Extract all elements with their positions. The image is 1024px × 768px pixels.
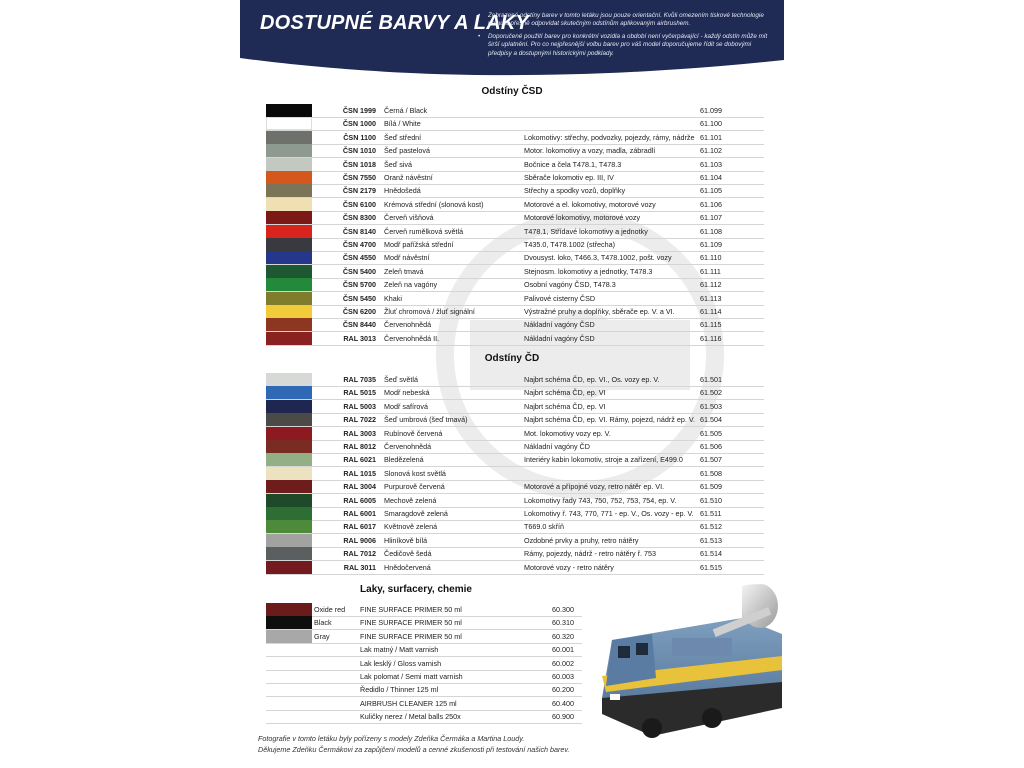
- product-number: 60.002: [552, 658, 574, 668]
- color-swatch: [266, 318, 312, 331]
- color-usage: Motorové lokomotivy, motorové vozy: [524, 213, 641, 223]
- color-code: ČSN 1018: [342, 159, 376, 169]
- varnish-row: [266, 697, 582, 711]
- table-row: [266, 198, 764, 212]
- note-item: • Doporučené použití barev pro konkrétní vozidla a období není vyčerpávající - každý odstín může mít širší uplatnění. Pro co nejpřesnější volbu barev pro váš model doporučujeme řídit se dobovými předpisy a dostupnými historickými podklady.: [488, 33, 774, 58]
- color-code: RAL 5015: [343, 388, 376, 398]
- table-row: [266, 332, 764, 346]
- color-name: Červeň višňová: [384, 213, 434, 223]
- color-usage: Stejnosm. lokomotivy a jednotky, T478.3: [524, 266, 653, 276]
- product-number: 61.108: [700, 226, 722, 236]
- color-code: RAL 5003: [343, 401, 376, 411]
- table-row: [266, 386, 764, 400]
- color-swatch: [266, 265, 312, 278]
- varnish-row: [266, 643, 582, 657]
- color-usage: Motor. lokomotivy a vozy, madla, zábradlí: [524, 146, 656, 156]
- color-swatch: [266, 520, 312, 533]
- color-usage: Lokomotivy: střechy, podvozky, pojezdy, rámy, nádrže: [524, 132, 695, 142]
- table-row: [266, 494, 764, 508]
- product-number: 60.003: [552, 672, 574, 681]
- product-number: 61.504: [700, 415, 722, 425]
- page-title: DOSTUPNÉ BARVY A LAKY: [260, 12, 530, 34]
- product-name: AIRBRUSH CLEANER 125 ml: [360, 698, 457, 708]
- color-swatch: [266, 144, 312, 157]
- product-name: FINE SURFACE PRIMER 50 ml: [360, 618, 462, 628]
- footer-line: Děkujeme Zdeňku Čermákovi za zapůjčení modelů a cenné zkušenosti při testování našich barev.: [258, 745, 570, 754]
- varnish-row: [266, 670, 582, 684]
- table-row: [266, 131, 764, 145]
- color-swatch: [266, 413, 312, 426]
- color-name: Hnědošedá: [384, 186, 421, 196]
- product-name: Ředidlo / Thinner 125 ml: [360, 685, 439, 695]
- color-usage: Ozdobné prvky a pruhy, retro nátěry: [524, 535, 639, 545]
- product-number: 61.114: [700, 307, 722, 316]
- table-row: [266, 547, 764, 561]
- product-number: 61.509: [700, 482, 722, 492]
- color-name: Šeď umbrová (šeď tmavá): [384, 415, 468, 425]
- product-number: 61.506: [700, 442, 722, 451]
- color-name: Šeď sivá: [384, 159, 412, 169]
- product-number: 61.104: [700, 173, 722, 182]
- color-swatch: [266, 104, 312, 117]
- product-number: 61.116: [700, 333, 722, 343]
- product-number: 60.200: [552, 685, 574, 695]
- color-swatch: [266, 117, 312, 130]
- color-name: Purpurově červená: [384, 482, 445, 492]
- color-usage: Dvousyst. loko, T466.3, T478.1002, pošt. vozy: [524, 253, 672, 263]
- color-name: Šeď světlá: [384, 375, 418, 384]
- color-usage: Nákladní vagóny ČD: [524, 442, 590, 451]
- color-swatch: [266, 198, 312, 211]
- table-row: [266, 292, 764, 306]
- color-code: RAL 9006: [343, 535, 376, 545]
- color-name: Modř nebeská: [384, 388, 430, 398]
- color-usage: T669.0 skříň: [524, 522, 564, 532]
- color-code: ČSN 8300: [342, 213, 376, 223]
- color-swatch: [266, 710, 312, 723]
- product-name: Lak matný / Matt varnish: [360, 645, 439, 655]
- color-name: Červeň rumělková světlá: [384, 226, 464, 236]
- color-swatch: [266, 616, 312, 629]
- color-swatch: [266, 292, 312, 305]
- product-number: 61.102: [700, 146, 722, 156]
- product-number: 61.512: [700, 522, 722, 532]
- color-name: Modř pařížská střední: [384, 240, 454, 249]
- primer-color-label: Gray: [314, 631, 330, 641]
- varnish-row: [266, 603, 582, 617]
- color-code: RAL 3003: [343, 428, 376, 438]
- varnish-row: [266, 657, 582, 671]
- varnish-row: [266, 616, 582, 630]
- color-code: ČSN 4550: [342, 253, 376, 263]
- table-row: [266, 453, 764, 467]
- primer-color-label: Black: [314, 618, 332, 628]
- section-title-cd: Odstíny ČD: [484, 353, 540, 364]
- color-code: RAL 3013: [343, 333, 376, 343]
- color-swatch: [266, 467, 312, 480]
- color-name: Čedičově šedá: [384, 549, 432, 559]
- table-row: [266, 318, 764, 332]
- color-swatch: [266, 507, 312, 520]
- product-number: 61.112: [700, 280, 722, 290]
- product-number: 61.505: [700, 428, 722, 438]
- color-code: ČSN 1999: [342, 106, 376, 115]
- product-number: 61.105: [700, 186, 722, 196]
- color-usage: Sběrače lokomotiv ep. III, IV: [524, 173, 614, 182]
- product-name: Kuličky nerez / Metal balls 250x: [360, 712, 461, 722]
- color-code: RAL 6001: [343, 509, 376, 518]
- product-number: 61.100: [700, 119, 722, 129]
- table-row: [266, 144, 764, 158]
- table-row: [266, 561, 764, 575]
- color-swatch: [266, 400, 312, 413]
- color-usage: Nákladní vagóny ČSD: [524, 333, 595, 343]
- table-row: [266, 427, 764, 441]
- color-code: ČSN 1000: [342, 119, 376, 129]
- table-row: [266, 534, 764, 548]
- product-number: 61.103: [700, 159, 722, 169]
- color-usage: T435.0, T478.1002 (střecha): [524, 240, 615, 249]
- color-usage: Motorové vozy - retro nátěry: [524, 562, 614, 572]
- table-row: [266, 251, 764, 265]
- color-swatch: [266, 373, 312, 386]
- color-swatch: [266, 184, 312, 197]
- color-name: Rubínově červená: [384, 428, 443, 438]
- section-title-varnish: Laky, surfacery, chemie: [360, 584, 472, 595]
- color-swatch: [266, 683, 312, 696]
- color-swatch: [266, 171, 312, 184]
- footer-credits: [258, 733, 570, 755]
- product-number: 61.507: [700, 455, 722, 465]
- color-usage: Osobní vagóny ČSD, T478.3: [524, 280, 616, 290]
- color-usage: Najbrt schéma ČD, ep. VI. Rámy, pojezd, nádrž ep. V.: [524, 415, 695, 425]
- color-name: Červenohnědá II.: [384, 333, 440, 343]
- product-number: 61.107: [700, 213, 722, 223]
- table-row: [266, 520, 764, 534]
- color-usage: Najbrt schéma ČD, ep. VI., Os. vozy ep. V.: [524, 375, 660, 384]
- color-swatch: [266, 332, 312, 345]
- color-code: RAL 8012: [343, 442, 376, 451]
- product-name: FINE SURFACE PRIMER 50 ml: [360, 631, 462, 641]
- table-row: [266, 158, 764, 172]
- product-number: 61.106: [700, 199, 722, 209]
- table-row: [266, 184, 764, 198]
- table-row: [266, 507, 764, 521]
- color-code: RAL 1015: [343, 468, 376, 478]
- product-number: 61.510: [700, 495, 722, 505]
- color-name: Zeleň tmavá: [384, 266, 424, 276]
- footer-line: Fotografie v tomto letáku byly pořízeny s modely Zdeňka Čermáka a Martina Loudy.: [258, 734, 525, 743]
- color-code: ČSN 1100: [343, 132, 376, 142]
- product-number: 61.113: [700, 293, 722, 303]
- color-swatch: [266, 480, 312, 493]
- color-swatch: [266, 657, 312, 670]
- product-number: 60.300: [552, 605, 574, 614]
- color-name: Květnově zelená: [384, 522, 438, 532]
- color-swatch: [266, 305, 312, 318]
- color-name: Modř návěstní: [384, 253, 430, 263]
- product-name: FINE SURFACE PRIMER 50 ml: [360, 605, 462, 614]
- table-row: [266, 171, 764, 185]
- table-row: [266, 400, 764, 414]
- color-code: ČSN 5700: [342, 280, 376, 290]
- table-row: [266, 413, 764, 427]
- color-code: RAL 6017: [343, 522, 376, 532]
- color-swatch: [266, 453, 312, 466]
- color-name: Červenohnědá: [384, 320, 432, 330]
- color-name: Žluť chromová / žluť signální: [384, 307, 475, 316]
- product-number: 61.115: [700, 320, 722, 330]
- product-number: 60.320: [552, 631, 574, 641]
- color-swatch: [266, 697, 312, 710]
- product-number: 60.001: [552, 645, 574, 655]
- table-row: [266, 104, 764, 118]
- color-swatch: [266, 225, 312, 238]
- color-name: Zeleň na vagóny: [384, 280, 438, 290]
- color-name: Slonová kost světlá: [384, 468, 446, 478]
- table-row: [266, 225, 764, 239]
- color-code: ČSN 6100: [342, 199, 376, 209]
- color-swatch: [266, 670, 312, 683]
- varnish-row: [266, 630, 582, 644]
- color-name: Bílá / White: [384, 119, 421, 129]
- color-name: Krémová střední (slonová kost): [384, 199, 484, 209]
- locomotive-airbrush-photo: [592, 578, 784, 750]
- flyer-page: [240, 0, 784, 768]
- product-number: 61.511: [700, 509, 722, 518]
- color-usage: T478.1, Střídavé lokomotivy a jednotky: [524, 226, 648, 236]
- note-item: • Zobrazené odstíny barev v tomto letáku jsou pouze orientační. Kvůli omezením tiskové technologie nemusí přesně odpovídat skutečným odstínům aplikovaným airbrushem.: [488, 12, 774, 29]
- product-number: 61.502: [700, 388, 722, 398]
- color-swatch: [266, 547, 312, 560]
- product-number: 61.501: [700, 375, 722, 384]
- color-swatch: [266, 427, 312, 440]
- color-code: ČSN 4700: [342, 240, 376, 249]
- color-name: Šeď pastelová: [384, 146, 430, 156]
- table-row: [266, 278, 764, 292]
- color-name: Šeď střední: [384, 132, 422, 142]
- color-usage: Bočnice a čela T478.1, T478.3: [524, 159, 622, 169]
- color-usage: Nákladní vagóny ČSD: [524, 320, 595, 330]
- color-swatch: [266, 534, 312, 547]
- color-code: RAL 6021: [343, 455, 376, 465]
- section-title-csd: Odstíny ČSD: [481, 86, 543, 97]
- color-code: RAL 7012: [343, 549, 376, 559]
- color-name: Červenohnědá: [384, 442, 432, 451]
- table-row: [266, 467, 764, 481]
- color-usage: Mot. lokomotivy vozy ep. V.: [524, 428, 611, 438]
- table-row: [266, 440, 764, 454]
- color-swatch: [266, 630, 312, 643]
- product-number: 61.513: [700, 535, 722, 545]
- header-banner: [240, 0, 784, 78]
- color-name: Bledězelená: [384, 455, 424, 465]
- product-number: 61.099: [700, 106, 722, 115]
- table-row: [266, 305, 764, 319]
- color-swatch: [266, 131, 312, 144]
- color-code: ČSN 2179: [342, 186, 376, 196]
- color-code: ČSN 6200: [342, 307, 376, 316]
- color-code: RAL 7035: [343, 375, 376, 384]
- table-row: [266, 211, 764, 225]
- color-name: Khaki: [384, 293, 402, 303]
- color-swatch: [266, 238, 312, 251]
- product-number: 61.110: [700, 253, 722, 263]
- primer-color-label: Oxide red: [314, 605, 346, 614]
- color-code: RAL 7022: [343, 415, 376, 425]
- color-code: RAL 3004: [343, 482, 376, 492]
- color-usage: Motorové a el. lokomotivy, motorové vozy: [524, 199, 656, 209]
- varnish-row: [266, 710, 582, 724]
- color-code: RAL 3011: [343, 562, 376, 572]
- color-name: Černá / Black: [384, 106, 428, 115]
- color-usage: Rámy, pojezdy, nádrž - retro nátěry ř. 753: [524, 549, 656, 559]
- color-code: ČSN 7550: [342, 173, 376, 182]
- color-usage: Palivové cisterny ČSD: [524, 293, 596, 303]
- color-code: ČSN 5450: [342, 293, 376, 303]
- color-name: Mechově zelená: [384, 495, 437, 505]
- color-swatch: [266, 440, 312, 453]
- color-usage: Lokomotivy ř. 743, 770, 771 - ep. V., Os. vozy - ep. V.: [524, 509, 694, 518]
- color-swatch: [266, 494, 312, 507]
- product-number: 61.101: [700, 132, 722, 142]
- color-usage: Motorové a přípojné vozy, retro nátěr ep. VI.: [524, 482, 665, 492]
- product-number: 60.900: [552, 712, 574, 722]
- product-number: 61.109: [700, 240, 722, 249]
- table-row: [266, 373, 764, 387]
- product-number: 61.514: [700, 549, 722, 559]
- color-swatch: [266, 643, 312, 656]
- color-swatch: [266, 603, 312, 616]
- table-row: [266, 117, 764, 131]
- color-code: RAL 6005: [343, 495, 376, 505]
- color-usage: Najbrt schéma ČD, ep. VI: [524, 401, 606, 411]
- color-swatch: [266, 251, 312, 264]
- product-number: 61.508: [700, 468, 722, 478]
- product-number: 61.503: [700, 401, 722, 411]
- color-usage: Střechy a spodky vozů, doplňky: [524, 186, 626, 196]
- product-number: 60.310: [552, 618, 574, 628]
- varnish-row: [266, 683, 582, 697]
- color-swatch: [266, 386, 312, 399]
- header-notes: [478, 12, 774, 62]
- color-swatch: [266, 278, 312, 291]
- color-code: ČSN 8140: [342, 226, 376, 236]
- color-code: ČSN 8440: [342, 320, 376, 330]
- color-name: Oranž návěstní: [384, 173, 433, 182]
- product-number: 60.400: [552, 698, 574, 708]
- color-name: Hnědočervená: [384, 562, 431, 572]
- color-name: Modř safírová: [384, 401, 428, 411]
- color-swatch: [266, 158, 312, 171]
- color-swatch: [266, 211, 312, 224]
- color-usage: Výstražné pruhy a doplňky, sběrače ep. V. a VI.: [524, 307, 675, 316]
- color-usage: Najbrt schéma ČD, ep. VI: [524, 388, 606, 398]
- table-row: [266, 480, 764, 494]
- color-code: ČSN 1010: [342, 146, 376, 156]
- color-code: ČSN 5400: [342, 266, 376, 276]
- product-number: 61.111: [700, 266, 721, 276]
- table-row: [266, 238, 764, 252]
- product-name: Lak lesklý / Gloss varnish: [360, 658, 442, 668]
- color-name: Smaragdově zelená: [384, 509, 448, 518]
- product-name: Lak polomat / Semi matt varnish: [360, 672, 463, 681]
- color-swatch: [266, 561, 312, 574]
- table-row: [266, 265, 764, 279]
- color-usage: Lokomotivy řady 743, 750, 752, 753, 754, ep. V.: [524, 495, 677, 505]
- product-number: 61.515: [700, 562, 722, 572]
- color-usage: Interiéry kabin lokomotiv, stroje a zařízení, E499.0: [524, 455, 683, 465]
- color-name: Hliníkově bílá: [384, 535, 428, 545]
